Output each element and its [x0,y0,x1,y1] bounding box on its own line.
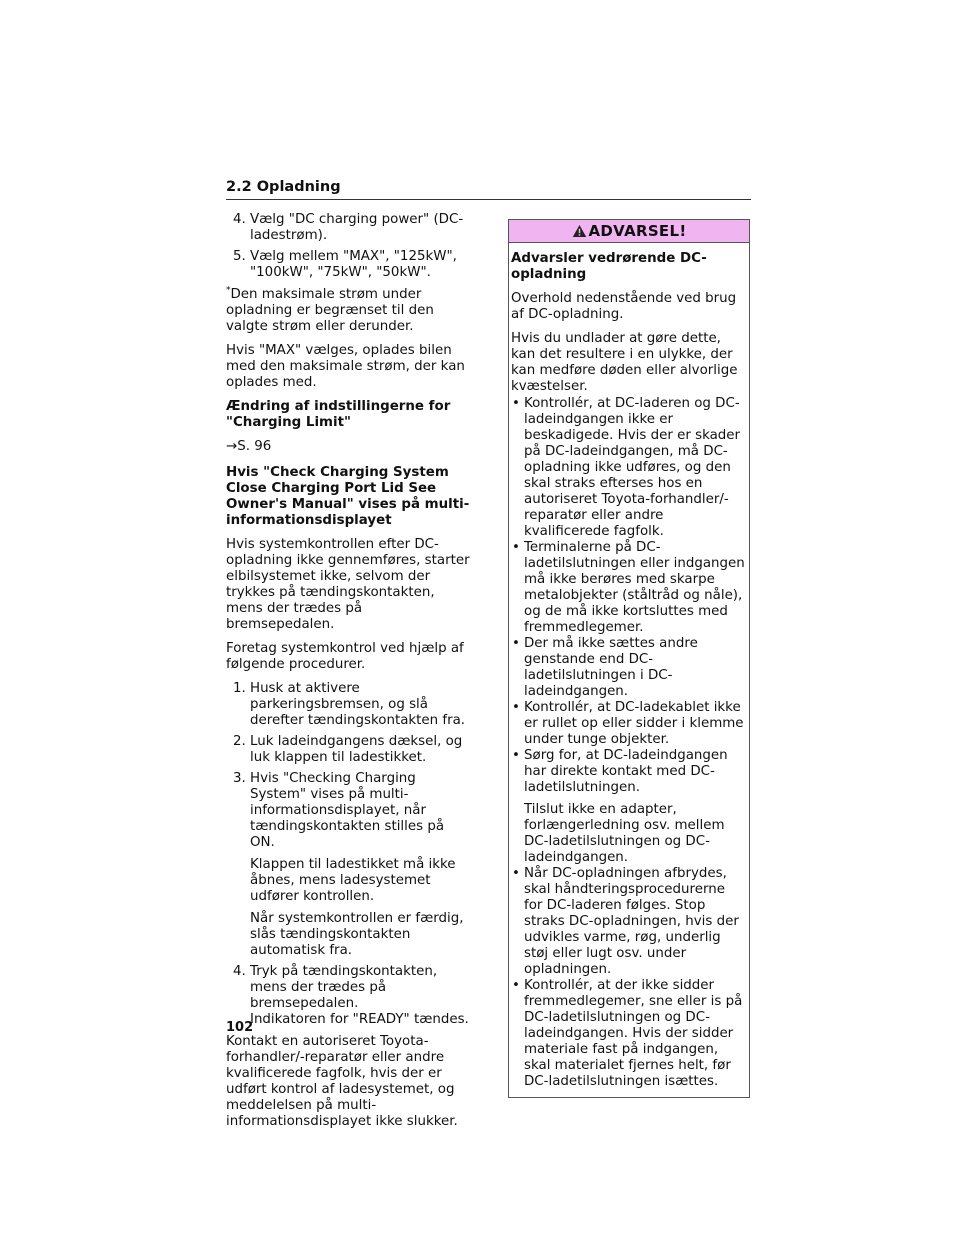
warning-item-text: Terminalerne på DC-ladetilslutningen eller indgangen må ikke berøres med skarpe metalobjekter (ståltråd og nåle), og de må ikke kortsluttes med fremmedlegemer. [524,540,745,635]
right-column [508,219,750,1098]
max-note: Hvis "MAX" vælges, oplades bilen med den maksimale strøm, der kan oplades med. [226,343,465,390]
step-number: 5. [233,249,246,264]
step-number: 2. [233,734,246,749]
warning-item [511,540,747,636]
step-item [226,771,471,959]
warning-body [509,243,749,1097]
warning-item [511,700,747,748]
step-text: Vælg "DC charging power" (DC-ladestrøm). [250,212,464,243]
bullet-icon: • [512,866,520,881]
footnote-mark: * [226,285,231,296]
warning-item-text: Sørg for, at DC-ladeindgangen har direkte kontakt med DC-ladetilslutningen. [524,748,728,795]
warning-box [508,219,750,1098]
procedure-intro: Foretag systemkontrol ved hjælp af følgende procedurer. [226,641,464,672]
step-subtext: Klappen til ladestikket må ikke åbnes, mens ladesystemet udfører kontrollen. [250,857,456,904]
page-number: 102 [226,1020,254,1035]
step-item [226,249,471,281]
warning-intro: Overhold nedenstående ved brug af DC-opladning. [511,291,737,322]
steps-list-a [226,212,471,281]
warning-header [509,220,749,243]
header-rule [226,199,751,200]
step-text: Husk at aktivere parkeringsbremsen, og slå derefter tændingskontakten fra. [250,681,466,728]
page-reference-text: S. 96 [237,439,272,454]
warning-icon [572,224,587,238]
bullet-icon: • [512,700,520,715]
heading-charging-limit: Ændring af indstillingerne for "Charging Limit" [226,399,451,430]
bullet-icon: • [512,396,520,411]
check-intro: Hvis systemkontrollen efter DC-opladning ikke gennemføres, starter elbilsystemet ikke, selvom der trykkes på tændingskontakten, mens der trædes på bremsepedalen. [226,537,470,632]
section-header [226,178,751,200]
warning-title: ADVARSEL! [588,222,687,240]
warning-item [511,636,747,700]
bullet-icon: • [512,540,520,555]
step-item [226,734,471,766]
section-title: 2.2 Opladning [226,179,341,195]
footnote-text: Den maksimale strøm under opladning er begrænset til den valgte strøm eller derunder. [226,287,434,334]
footnote [226,287,471,335]
warning-item [511,748,747,866]
warning-item [511,396,747,540]
steps-list-b [226,681,471,1028]
step-subtext: Når systemkontrollen er færdig, slås tændingskontakten automatisk fra. [250,911,464,958]
arrow-icon: → [226,439,238,454]
step-number: 4. [233,964,246,979]
bullet-icon: • [512,978,520,993]
step-number: 1. [233,681,246,696]
warning-list [511,396,747,1090]
warning-intro: Hvis du undlader at gøre dette, kan det resultere i en ulykke, der kan medføre døden eller alvorlige kvæstelser. [511,331,738,394]
step-text: Luk ladeindgangens dæksel, og luk klappen til ladestikket. [250,734,463,765]
warning-subtitle: Advarsler vedrørende DC-opladning [511,251,707,282]
step-item [226,964,471,1028]
bullet-icon: • [512,748,520,763]
step-item [226,681,471,729]
warning-item-text: Når DC-opladningen afbrydes, skal håndteringsprocedurerne for DC-laderen følges. Stop straks DC-opladningen, hvis der udvikles varme, røg, underlig støj eller lugt osv. under opladningen. [524,866,739,977]
warning-item-extra: Tilslut ikke en adapter, forlængerledning osv. mellem DC-ladetilslutningen og DC-ladeindgangen. [524,802,725,865]
warning-item [511,866,747,978]
step-number: 3. [233,771,246,786]
left-column [226,212,471,1138]
step-item [226,212,471,244]
warning-item-text: Kontrollér, at der ikke sidder fremmedlegemer, sne eller is på DC-ladetilslutningen og DC-ladeindgangen. Hvis der sidder materiale fast på indgangen, skal materialet fjernes helt, før DC-ladetilslutningen isættes. [524,978,743,1089]
heading-check-charging: Hvis "Check Charging System Close Charging Port Lid See Owner's Manual" vises på multi-informationsdisplayet [226,465,470,528]
step-text: Tryk på tændingskontakten, mens der trædes på bremsepedalen. [250,964,438,1011]
warning-item-text: Der må ikke sættes andre genstande end DC-ladetilslutningen i DC-ladeindgangen. [524,636,698,699]
step-subtext: Indikatoren for "READY" tændes. [250,1012,469,1027]
page-reference-link[interactable] [226,439,471,455]
warning-item-text: Kontrollér, at DC-laderen og DC-ladeindgangen ikke er beskadigede. Hvis der er skader på DC-ladeindgangen, må DC-opladning ikke udføres, og den skal straks efterses hos en autoriseret Toyota-forhandler/-reparatør eller andre kvalificerede fagfolk. [524,396,741,539]
closing-text: Kontakt en autoriseret Toyota-forhandler/-reparatør eller andre kvalificerede fagfolk, hvis der er udført kontrol af ladesystemet, og meddelelsen på multi-informationsdisplayet ikke slukker. [226,1034,458,1129]
bullet-icon: • [512,636,520,651]
step-number: 4. [233,212,246,227]
step-text: Hvis "Checking Charging System" vises på multi-informationsdisplayet, når tændingskontakten stilles på ON. [250,771,445,850]
step-text: Vælg mellem "MAX", "125kW", "100kW", "75kW", "50kW". [250,249,457,280]
warning-item-text: Kontrollér, at DC-ladekablet ikke er rullet op eller sidder i klemme under tunge objekter. [524,700,744,747]
warning-item [511,978,747,1090]
